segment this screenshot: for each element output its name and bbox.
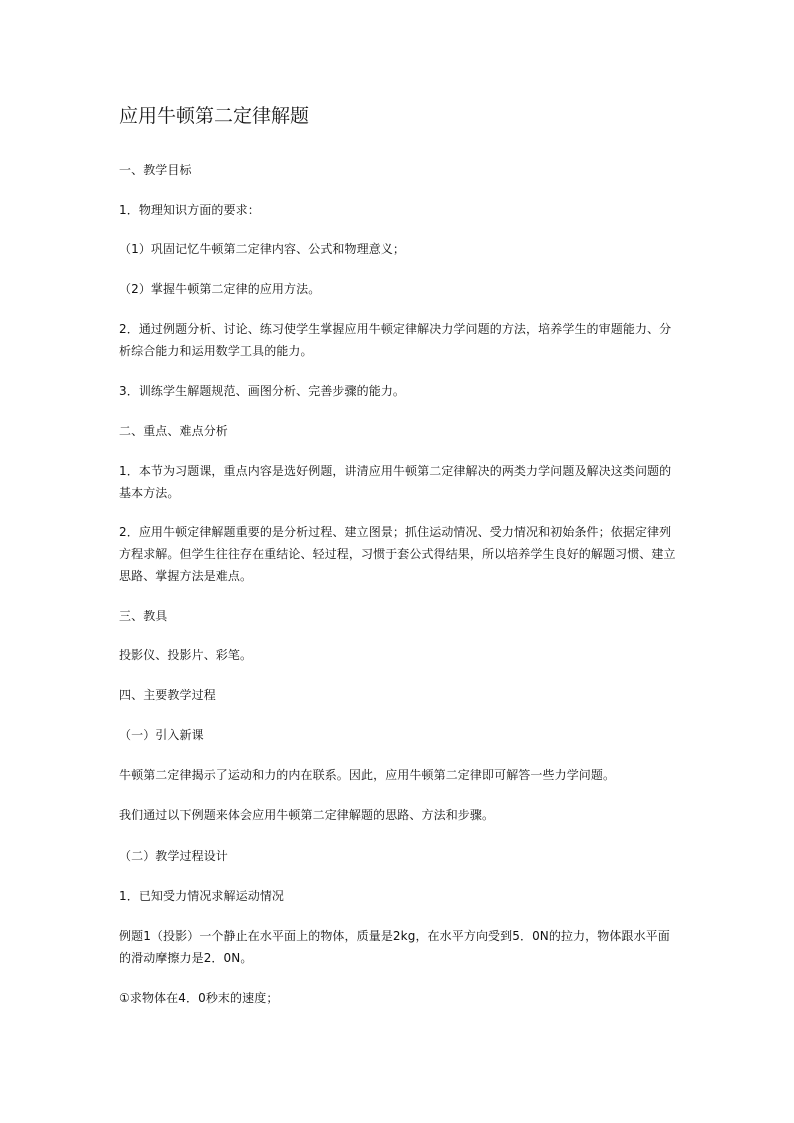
paragraph: 1．本节为习题课，重点内容是选好例题，讲清应用牛顿第二定律解决的两类力学问题及解决这类问题的基本方法。 [119, 464, 672, 500]
paragraph: （1）巩固记忆牛顿第二定律内容、公式和物理意义； [119, 242, 406, 256]
paragraph: 2．应用牛顿定律解题重要的是分析过程、建立图景；抓住运动情况、受力情况和初始条件；依据定律列方程求解。但学生往往存在重结论、轻过程，习惯于套公式得结果，所以培养学生良好的解题习惯、建立思路、掌握方法是难点。 [119, 525, 676, 583]
paragraph: 我们通过以下例题来体会应用牛顿第二定律解题的思路、方法和步骤。 [119, 808, 495, 822]
paragraph: （2）掌握牛顿第二定律的应用方法。 [119, 282, 321, 296]
paragraph: 牛顿第二定律揭示了运动和力的内在联系。因此，应用牛顿第二定律即可解答一些力学问题。 [119, 768, 616, 782]
paragraph: 3．训练学生解题规范、画图分析、完善步骤的能力。 [119, 384, 406, 398]
paragraph: ①求物体在4．0秒末的速度； [119, 991, 279, 1005]
heading-teaching-goals: 一、教学目标 [119, 163, 192, 177]
heading-key-points: 二、重点、难点分析 [119, 424, 228, 438]
paragraph: 1．已知受力情况求解运动情况 [119, 889, 285, 903]
paragraph: 2．通过例题分析、讨论、练习使学生掌握应用牛顿定律解决力学问题的方法，培养学生的审题能力、分析综合能力和运用数学工具的能力。 [119, 322, 672, 358]
paragraph: 1．物理知识方面的要求： [119, 203, 260, 217]
heading-main-process: 四、主要教学过程 [119, 688, 216, 702]
paragraph: 例题1（投影）一个静止在水平面上的物体，质量是2kg，在水平方向受到5．0N的拉力，物体跟水平面的滑动摩擦力是2．0N。 [119, 929, 670, 965]
paragraph: （二）教学过程设计 [119, 849, 228, 863]
paragraph: 投影仪、投影片、彩笔。 [119, 648, 253, 662]
document-title: 应用牛顿第二定律解题 [119, 105, 310, 127]
paragraph: （一）引入新课 [119, 728, 204, 742]
heading-teaching-aids: 三、教具 [119, 609, 168, 623]
